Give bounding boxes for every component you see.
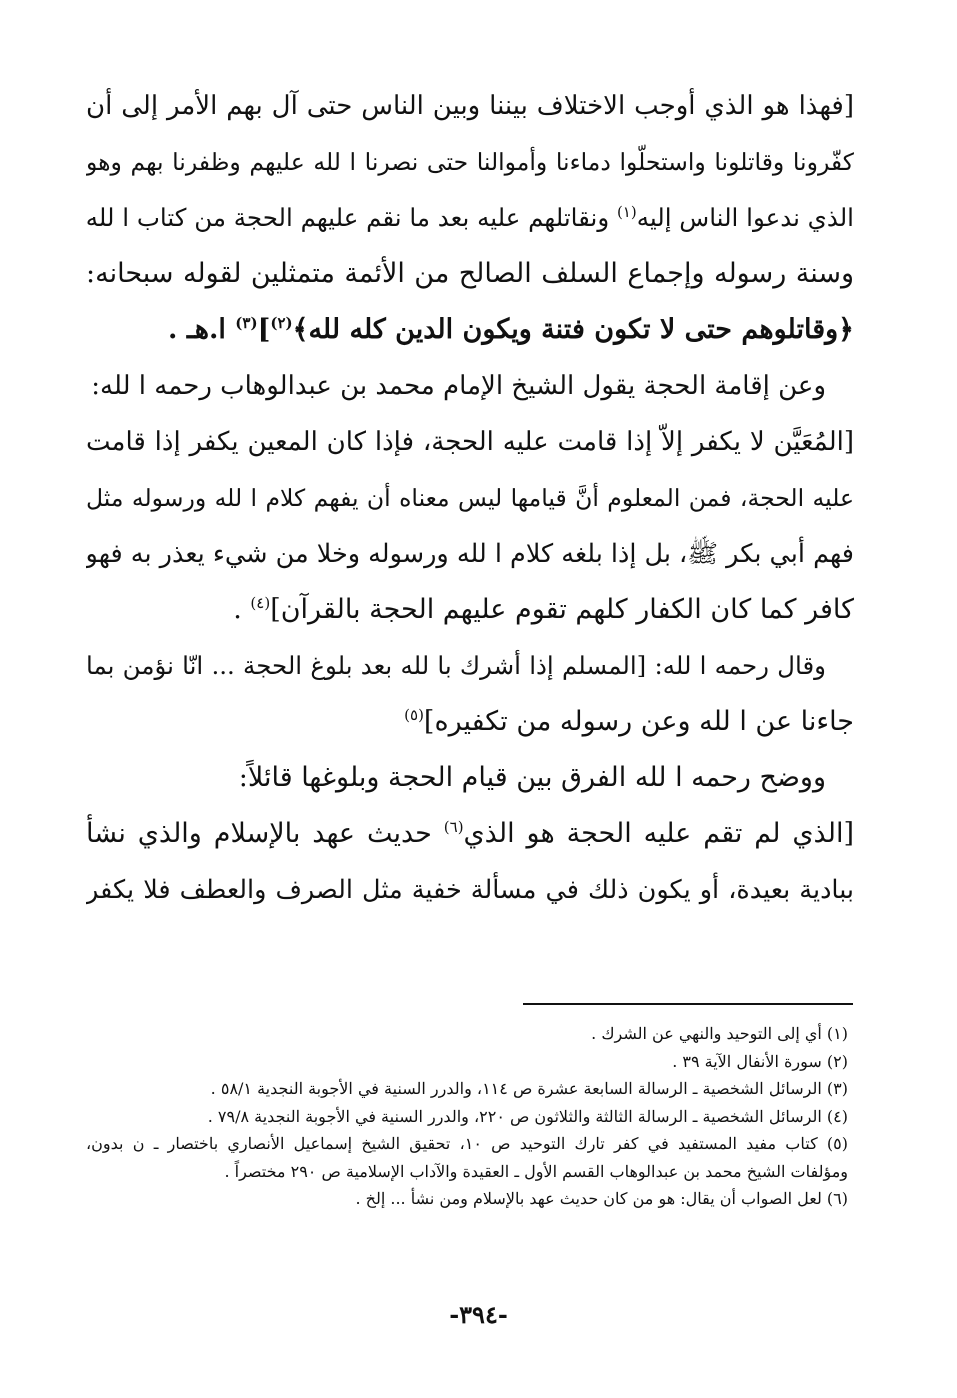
text-line-9: فهم أبي بكر ﷺ، بل إذا بلغه كلام ا لله ورسوله وخلا من شيء يعذر به فهو <box>86 539 854 569</box>
text-line-2: كفّرونا وقاتلونا واستحلّوا دماءنا وأموالنا حتى نصرنا ا لله عليهم وظفرنا بهم وهو <box>86 148 854 176</box>
text-line-8: عليه الحجة، فمن المعلوم أنَّ قيامها ليس معناه أن يفهم كلام ا لله ورسوله مثل <box>86 484 854 512</box>
text-line-12-start: جاءنا عن ا لله وعن رسوله من تكفيره] <box>423 706 854 737</box>
text-line-10 <box>86 582 854 638</box>
text-line-5-end: ا.هـ . <box>168 314 236 345</box>
footnote-ref-1: (١) <box>616 202 637 221</box>
footnote-6: (٦) لعل الصواب أن يقال: هو من كان حديث عهد بالإسلام ومن نشأ ... إلخ . <box>355 1189 848 1208</box>
main-text <box>86 78 854 918</box>
footnote-1: (١) أي إلى التوحيد والنهي عن الشرك . <box>591 1024 848 1043</box>
page-number: -٣٩٤- <box>449 1300 508 1329</box>
footnote-ref-2: (٢) <box>270 314 293 332</box>
footnote-ref-6: (٦) <box>443 818 464 836</box>
text-line-10-end: . <box>233 594 251 625</box>
text-line-11: وقال رحمه ا لله: [المسلم إذا أشرك با لله بعد بلوغ الحجة ... انّا نؤمن بما <box>86 651 826 680</box>
footnotes <box>86 1020 848 1213</box>
footnote-2: (٢) سورة الأنفال الآية ٣٩ . <box>672 1051 848 1071</box>
footnote-separator <box>523 1003 853 1005</box>
text-line-13: ووضح رحمه ا لله الفرق بين قيام الحجة وبلوغها قائلاً: <box>238 762 826 793</box>
text-line-5-quran-verse <box>86 302 854 358</box>
text-line-7: [المُعَيَّن لا يكفر إلاّ إذا قامت عليه الحجة، فإذا كان المعين يكفر إذا قامت <box>86 427 854 457</box>
text-line-4: وسنة رسوله وإجماع السلف الصالح من الأئمة متمثلين لقوله سبحانه: <box>86 258 854 289</box>
text-line-10-start: كافر كما كان الكفار كلهم تقوم عليهم الحجة بالقرآن] <box>270 594 854 625</box>
footnote-ref-5: (٥) <box>404 706 424 724</box>
footnote-5: (٥) كتاب مفيد المستفيد في كفر تارك التوحيد ص ١٠، تحقيق الشيخ إسماعيل الأنصاري باختصار ـ ن بدون، <box>86 1134 848 1153</box>
text-line-1: [فهذا هو الذي أوجب الاختلاف بيننا وبين الناس حتى آل بهم الأمر إلى أن <box>86 91 854 121</box>
text-line-12 <box>86 694 854 750</box>
footnote-3: (٣) الرسائل الشخصية ـ الرسالة السابعة عشرة ص ١١٤، والدرر السنية في الأجوبة النجدية ٥٨/١ . <box>210 1079 848 1098</box>
text-line-14-rest: حديث عهد بالإسلام والذي نشأ <box>86 818 444 849</box>
text-line-6: وعن إقامة الحجة يقول الشيخ الإمام محمد بن عبدالوهاب رحمه ا لله: <box>91 371 826 401</box>
text-line-14 <box>86 806 854 862</box>
quran-verse: ﴿وقاتلوهم حتى لا تكون فتنة ويكون الدين كله لله﴾ <box>292 314 854 345</box>
footnote-ref-3: (٣) <box>235 314 258 332</box>
text-line-5-bracket: ] <box>257 314 271 345</box>
text-line-3-rest: ونقاتلهم عليه بعد ما نقم عليهم الحجة من كتاب ا لله <box>86 203 617 232</box>
footnote-ref-4: (٤) <box>250 594 271 612</box>
footnote-4: (٤) الرسائل الشخصية ـ الرسالة الثالثة والثلاثون ص ٢٢٠، والدرر السنية في الأجوبة النجدية ٧٩/٨ . <box>207 1106 848 1126</box>
footnote-5-continued: ومؤلفات الشيخ محمد بن عبدالوهاب القسم الأول ـ العقيدة والآداب الإسلامية ص ٢٩٠ مختصراً . <box>224 1161 848 1181</box>
text-line-14-start: [الذي لم تقم عليه الحجة هو الذي <box>463 818 854 849</box>
text-line-3-start: الذي ندعوا الناس إليه <box>636 203 854 232</box>
text-line-15: ببادية بعيدة، أو يكون ذلك في مسألة خفية مثل الصرف والعطف فلا يكفر <box>86 875 854 905</box>
text-line-3 <box>86 190 854 246</box>
